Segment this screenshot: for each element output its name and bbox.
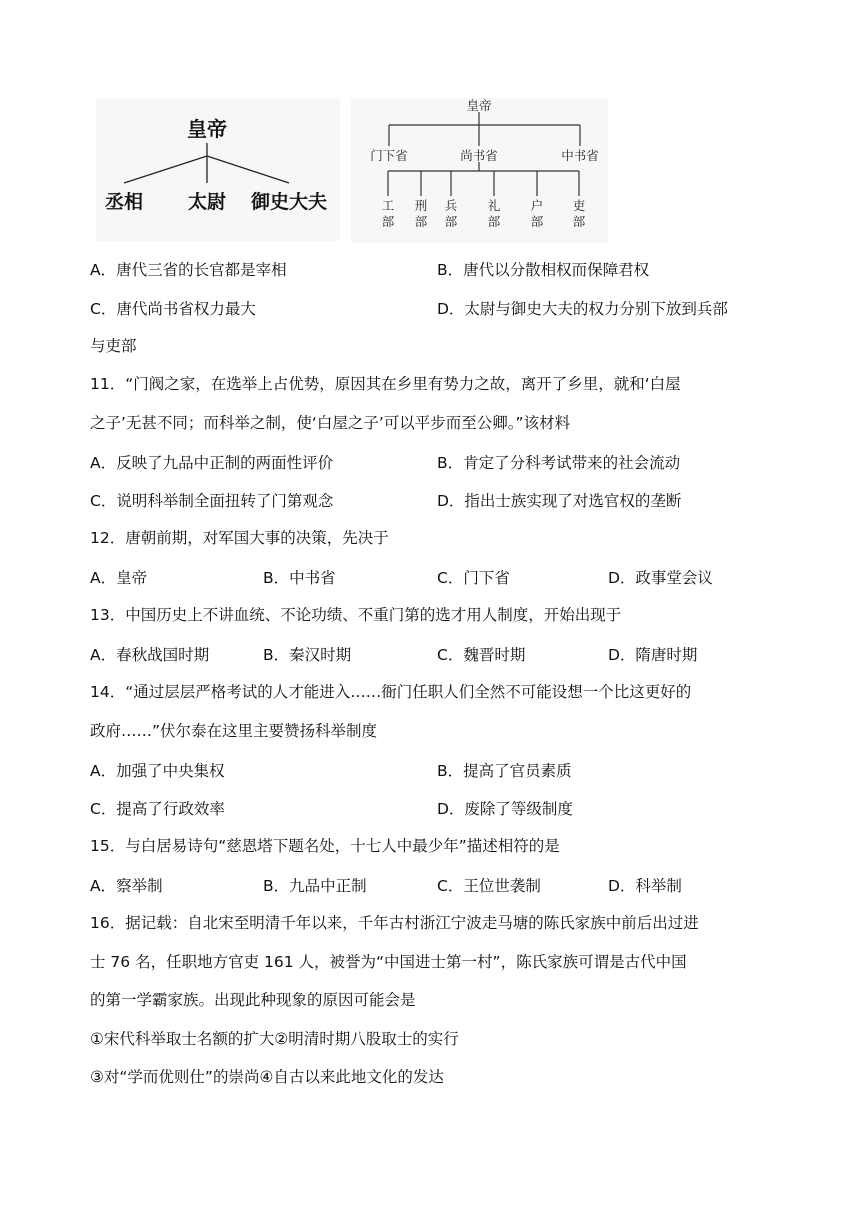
q13-option-c[interactable]: C．魏晋时期 <box>437 646 526 664</box>
chancellor-label: 丞相 <box>104 191 144 213</box>
ministry-personnel-bottom: 部 <box>572 214 586 229</box>
figure-three-departments-six-ministries <box>351 98 608 243</box>
q14-option-c[interactable]: C．提高了行政效率 <box>90 800 225 818</box>
tang-org-chart <box>351 98 608 243</box>
q12-option-b[interactable]: B．中书省 <box>263 569 336 587</box>
q11-stem-line2: 之子’无甚不同；而科举之制，使‘白屋之子’可以平步而至公卿。”该材料 <box>90 414 571 432</box>
q11-option-c[interactable]: C．说明科举制全面扭转了门第观念 <box>90 492 334 510</box>
ministry-revenue-top: 户 <box>530 198 544 213</box>
q16-stem-line1: 16．据记载：自北宋至明清千年以来，千年古村浙江宁波走马塘的陈氏家族中前后出过进 <box>90 914 699 932</box>
figure-qin-han-officials <box>96 98 340 241</box>
q14-stem-line1: 14．“通过层层严格考试的人才能进入……衙门任职人们全然不可能设想一个比这更好的 <box>90 683 692 701</box>
figures-row <box>96 98 611 243</box>
q10-option-d-continuation: 与吏部 <box>90 337 137 355</box>
ministry-personnel-top: 吏 <box>572 198 586 213</box>
q12-option-c[interactable]: C．门下省 <box>437 569 510 587</box>
q10-option-c[interactable]: C．唐代尚书省权力最大 <box>90 300 256 318</box>
emperor-label: 皇帝 <box>466 98 492 113</box>
qin-han-org-chart <box>96 98 340 241</box>
q16-stem-line3: 的第一学霸家族。出现此种现象的原因可能会是 <box>90 991 416 1009</box>
q15-option-c[interactable]: C．王位世袭制 <box>437 877 541 895</box>
q14-stem-line2: 政府……”伏尔泰在这里主要赞扬科举制度 <box>90 722 378 740</box>
ministry-rites-bottom: 部 <box>487 214 501 229</box>
q14-option-a[interactable]: A．加强了中央集权 <box>90 762 225 780</box>
ministry-works-bottom: 部 <box>381 214 395 229</box>
q10-option-d[interactable]: D．太尉与御史大夫的权力分别下放到兵部 <box>437 300 728 318</box>
q16-item-line2: ③对“学而优则仕”的崇尚④自古以来此地文化的发达 <box>90 1068 444 1086</box>
ministry-war-bottom: 部 <box>444 214 458 229</box>
ministry-rites-top: 礼 <box>487 198 501 213</box>
q10-option-b[interactable]: B．唐代以分散相权而保障君权 <box>437 261 650 279</box>
ministry-works-top: 工 <box>381 198 395 213</box>
q13-option-d[interactable]: D．隋唐时期 <box>608 646 698 664</box>
ministry-justice-bottom: 部 <box>414 214 428 229</box>
q15-stem: 15．与白居易诗句“慈恩塔下题名处，十七人中最少年”描述相符的是 <box>90 837 560 855</box>
q15-option-a[interactable]: A．察举制 <box>90 877 163 895</box>
taiwei-label: 太尉 <box>187 191 227 213</box>
q13-stem: 13．中国历史上不讲血统、不论功绩、不重门第的选才用人制度，开始出现于 <box>90 606 622 624</box>
ministry-revenue-bottom: 部 <box>530 214 544 229</box>
ministry-war-top: 兵 <box>444 198 458 213</box>
menxia-label: 门下省 <box>370 148 408 163</box>
q12-stem: 12．唐朝前期，对军国大事的决策，先决于 <box>90 529 389 547</box>
q14-option-b[interactable]: B．提高了官员素质 <box>437 762 572 780</box>
q16-stem-line2: 士 76 名，任职地方官吏 161 人，被誉为“中国进士第一村”，陈氏家族可谓是古代中国 <box>90 953 687 971</box>
q11-option-b[interactable]: B．肯定了分科考试带来的社会流动 <box>437 454 681 472</box>
q16-item-line1: ①宋代科举取士名额的扩大②明清时期八股取士的实行 <box>90 1030 459 1048</box>
q13-option-b[interactable]: B．秦汉时期 <box>263 646 352 664</box>
q13-option-a[interactable]: A．春秋战国时期 <box>90 646 210 664</box>
censor-label: 御史大夫 <box>250 191 328 213</box>
zhongshu-label: 中书省 <box>561 148 599 163</box>
q11-option-d[interactable]: D．指出士族实现了对选官权的垄断 <box>437 492 682 510</box>
q15-option-d[interactable]: D．科举制 <box>608 877 682 895</box>
q11-option-a[interactable]: A．反映了九品中正制的两面性评价 <box>90 454 334 472</box>
q10-option-a[interactable]: A．唐代三省的长官都是宰相 <box>90 261 287 279</box>
ministry-justice-top: 刑 <box>414 198 428 213</box>
shangshu-label: 尚书省 <box>460 148 498 163</box>
q15-option-b[interactable]: B．九品中正制 <box>263 877 367 895</box>
q12-option-d[interactable]: D．政事堂会议 <box>608 569 713 587</box>
q14-option-d[interactable]: D．废除了等级制度 <box>437 800 573 818</box>
q11-stem-line1: 11．“门阀之家，在选举上占优势，原因其在乡里有势力之故，离开了乡里，就和‘白屋 <box>90 375 681 393</box>
emperor-label: 皇帝 <box>187 117 227 141</box>
q12-option-a[interactable]: A．皇帝 <box>90 569 148 587</box>
